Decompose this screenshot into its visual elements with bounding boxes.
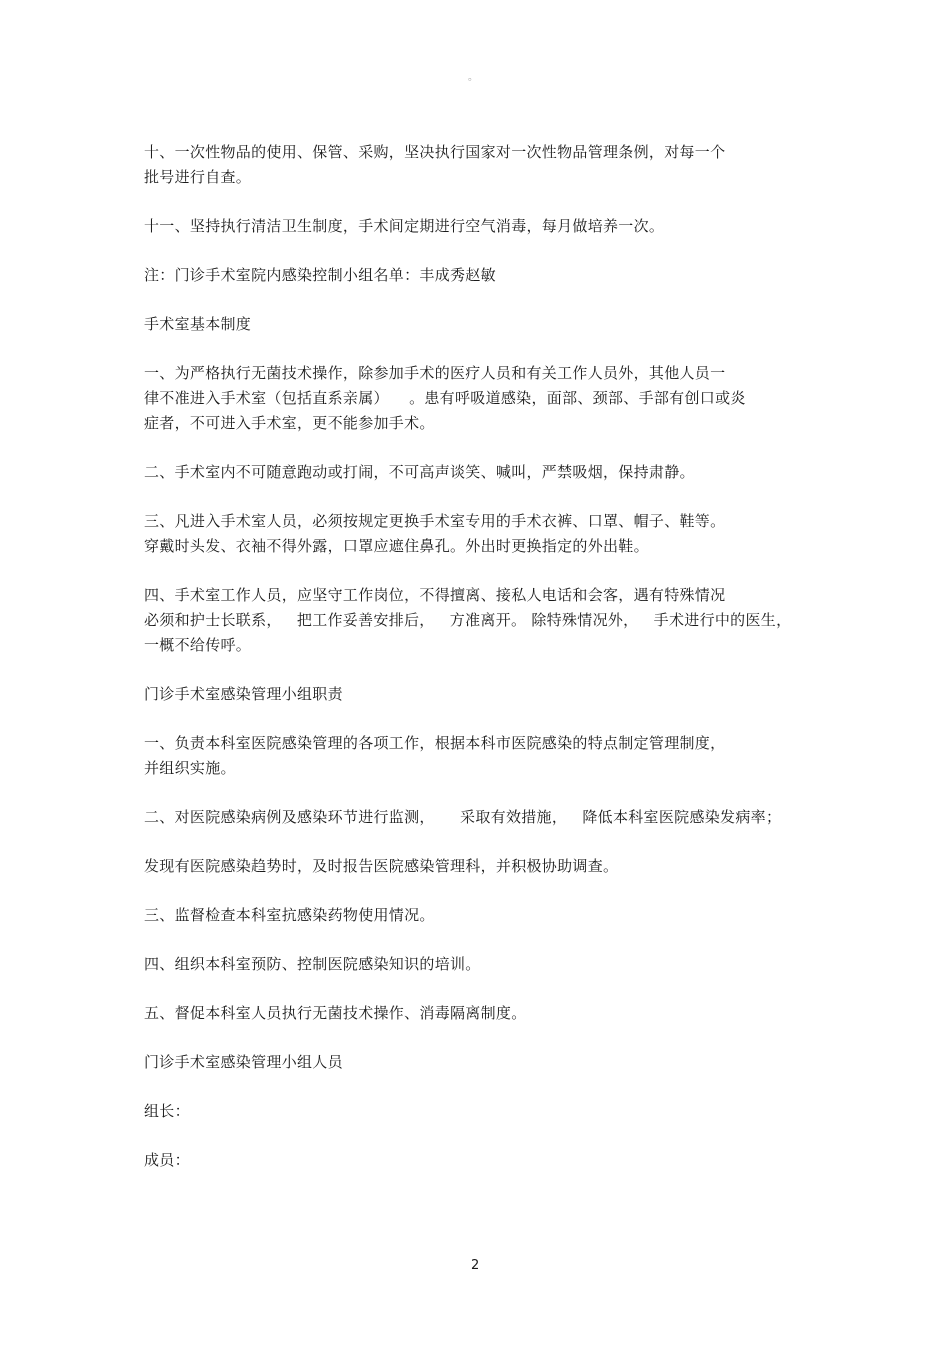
text-line: 十一、坚持执行清洁卫生制度，手术间定期进行空气消毒，每月做培养一次。 — [144, 217, 665, 235]
group-members-field — [144, 1148, 804, 1173]
text-line: 批号进行自查。 — [144, 168, 252, 186]
duty-item-1 — [144, 731, 804, 781]
document-body — [144, 140, 804, 1197]
section-heading-members — [144, 1050, 804, 1075]
text-line: 二、手术室内不可随意跑动或打闹，不可高声谈笑、喊叫，严禁吸烟，保持肃静。 — [144, 463, 695, 481]
note-paragraph — [144, 263, 804, 288]
section-heading: 门诊手术室感染管理小组职责 — [144, 685, 343, 703]
text-line: 四、组织本科室预防、控制医院感染知识的培训。 — [144, 955, 481, 973]
duty-item-2-continued — [144, 854, 804, 879]
section-heading: 手术室基本制度 — [144, 315, 252, 333]
text-line: 一概不给传呼。 — [144, 636, 252, 654]
field-label: 成员： — [144, 1151, 190, 1169]
text-line: 必须和护士长联系， 把工作妥善安排后， 方准离开。 除特殊情况外， 手术进行中的医生， — [144, 611, 792, 629]
text-line: 十、一次性物品的使用、保管、采购，坚决执行国家对一次性物品管理条例，对每一个 — [144, 143, 726, 161]
rule-item-2 — [144, 460, 804, 485]
text-line: 穿戴时头发、衣袖不得外露，口罩应遮住鼻孔。外出时更换指定的外出鞋。 — [144, 537, 649, 555]
text-line: 四、手术室工作人员，应坚守工作岗位，不得擅离、接私人电话和会客，遇有特殊情况 — [144, 586, 726, 604]
text-line: 发现有医院感染趋势时，及时报告医院感染管理科，并积极协助调查。 — [144, 857, 619, 875]
duty-item-2 — [144, 805, 804, 830]
page-header-mark: 。 — [468, 72, 478, 83]
section-heading-duties — [144, 682, 804, 707]
text-line: 注：门诊手术室院内感染控制小组名单：丰成秀赵敏 — [144, 266, 496, 284]
section-heading-basic-rules — [144, 312, 804, 337]
field-label: 组长： — [144, 1102, 190, 1120]
text-line: 并组织实施。 — [144, 759, 236, 777]
duty-item-3 — [144, 903, 804, 928]
text-line: 律不准进入手术室（包括直系亲属） 。患有呼吸道感染，面部、颈部、手部有创口或炎 — [144, 389, 746, 407]
rule-item-1 — [144, 361, 804, 436]
text-line: 一、为严格执行无菌技术操作，除参加手术的医疗人员和有关工作人员外，其他人员一 — [144, 364, 726, 382]
duty-item-5 — [144, 1001, 804, 1026]
paragraph-item-11 — [144, 214, 804, 239]
group-leader-field — [144, 1099, 804, 1124]
section-heading: 门诊手术室感染管理小组人员 — [144, 1053, 343, 1071]
rule-item-4 — [144, 583, 804, 658]
rule-item-3 — [144, 509, 804, 559]
page-number: 2 — [471, 1258, 480, 1273]
duty-item-4 — [144, 952, 804, 977]
text-line: 五、督促本科室人员执行无菌技术操作、消毒隔离制度。 — [144, 1004, 527, 1022]
text-line: 三、监督检查本科室抗感染药物使用情况。 — [144, 906, 435, 924]
text-line: 一、负责本科室医院感染管理的各项工作，根据本科市医院感染的特点制定管理制度， — [144, 734, 726, 752]
text-line: 三、凡进入手术室人员，必须按规定更换手术室专用的手术衣裤、口罩、帽子、鞋等。 — [144, 512, 726, 530]
text-line: 症者，不可进入手术室，更不能参加手术。 — [144, 414, 435, 432]
text-line: 二、对医院感染病例及感染环节进行监测， 采取有效措施， 降低本科室医院感染发病率； — [144, 808, 782, 826]
paragraph-item-10 — [144, 140, 804, 190]
